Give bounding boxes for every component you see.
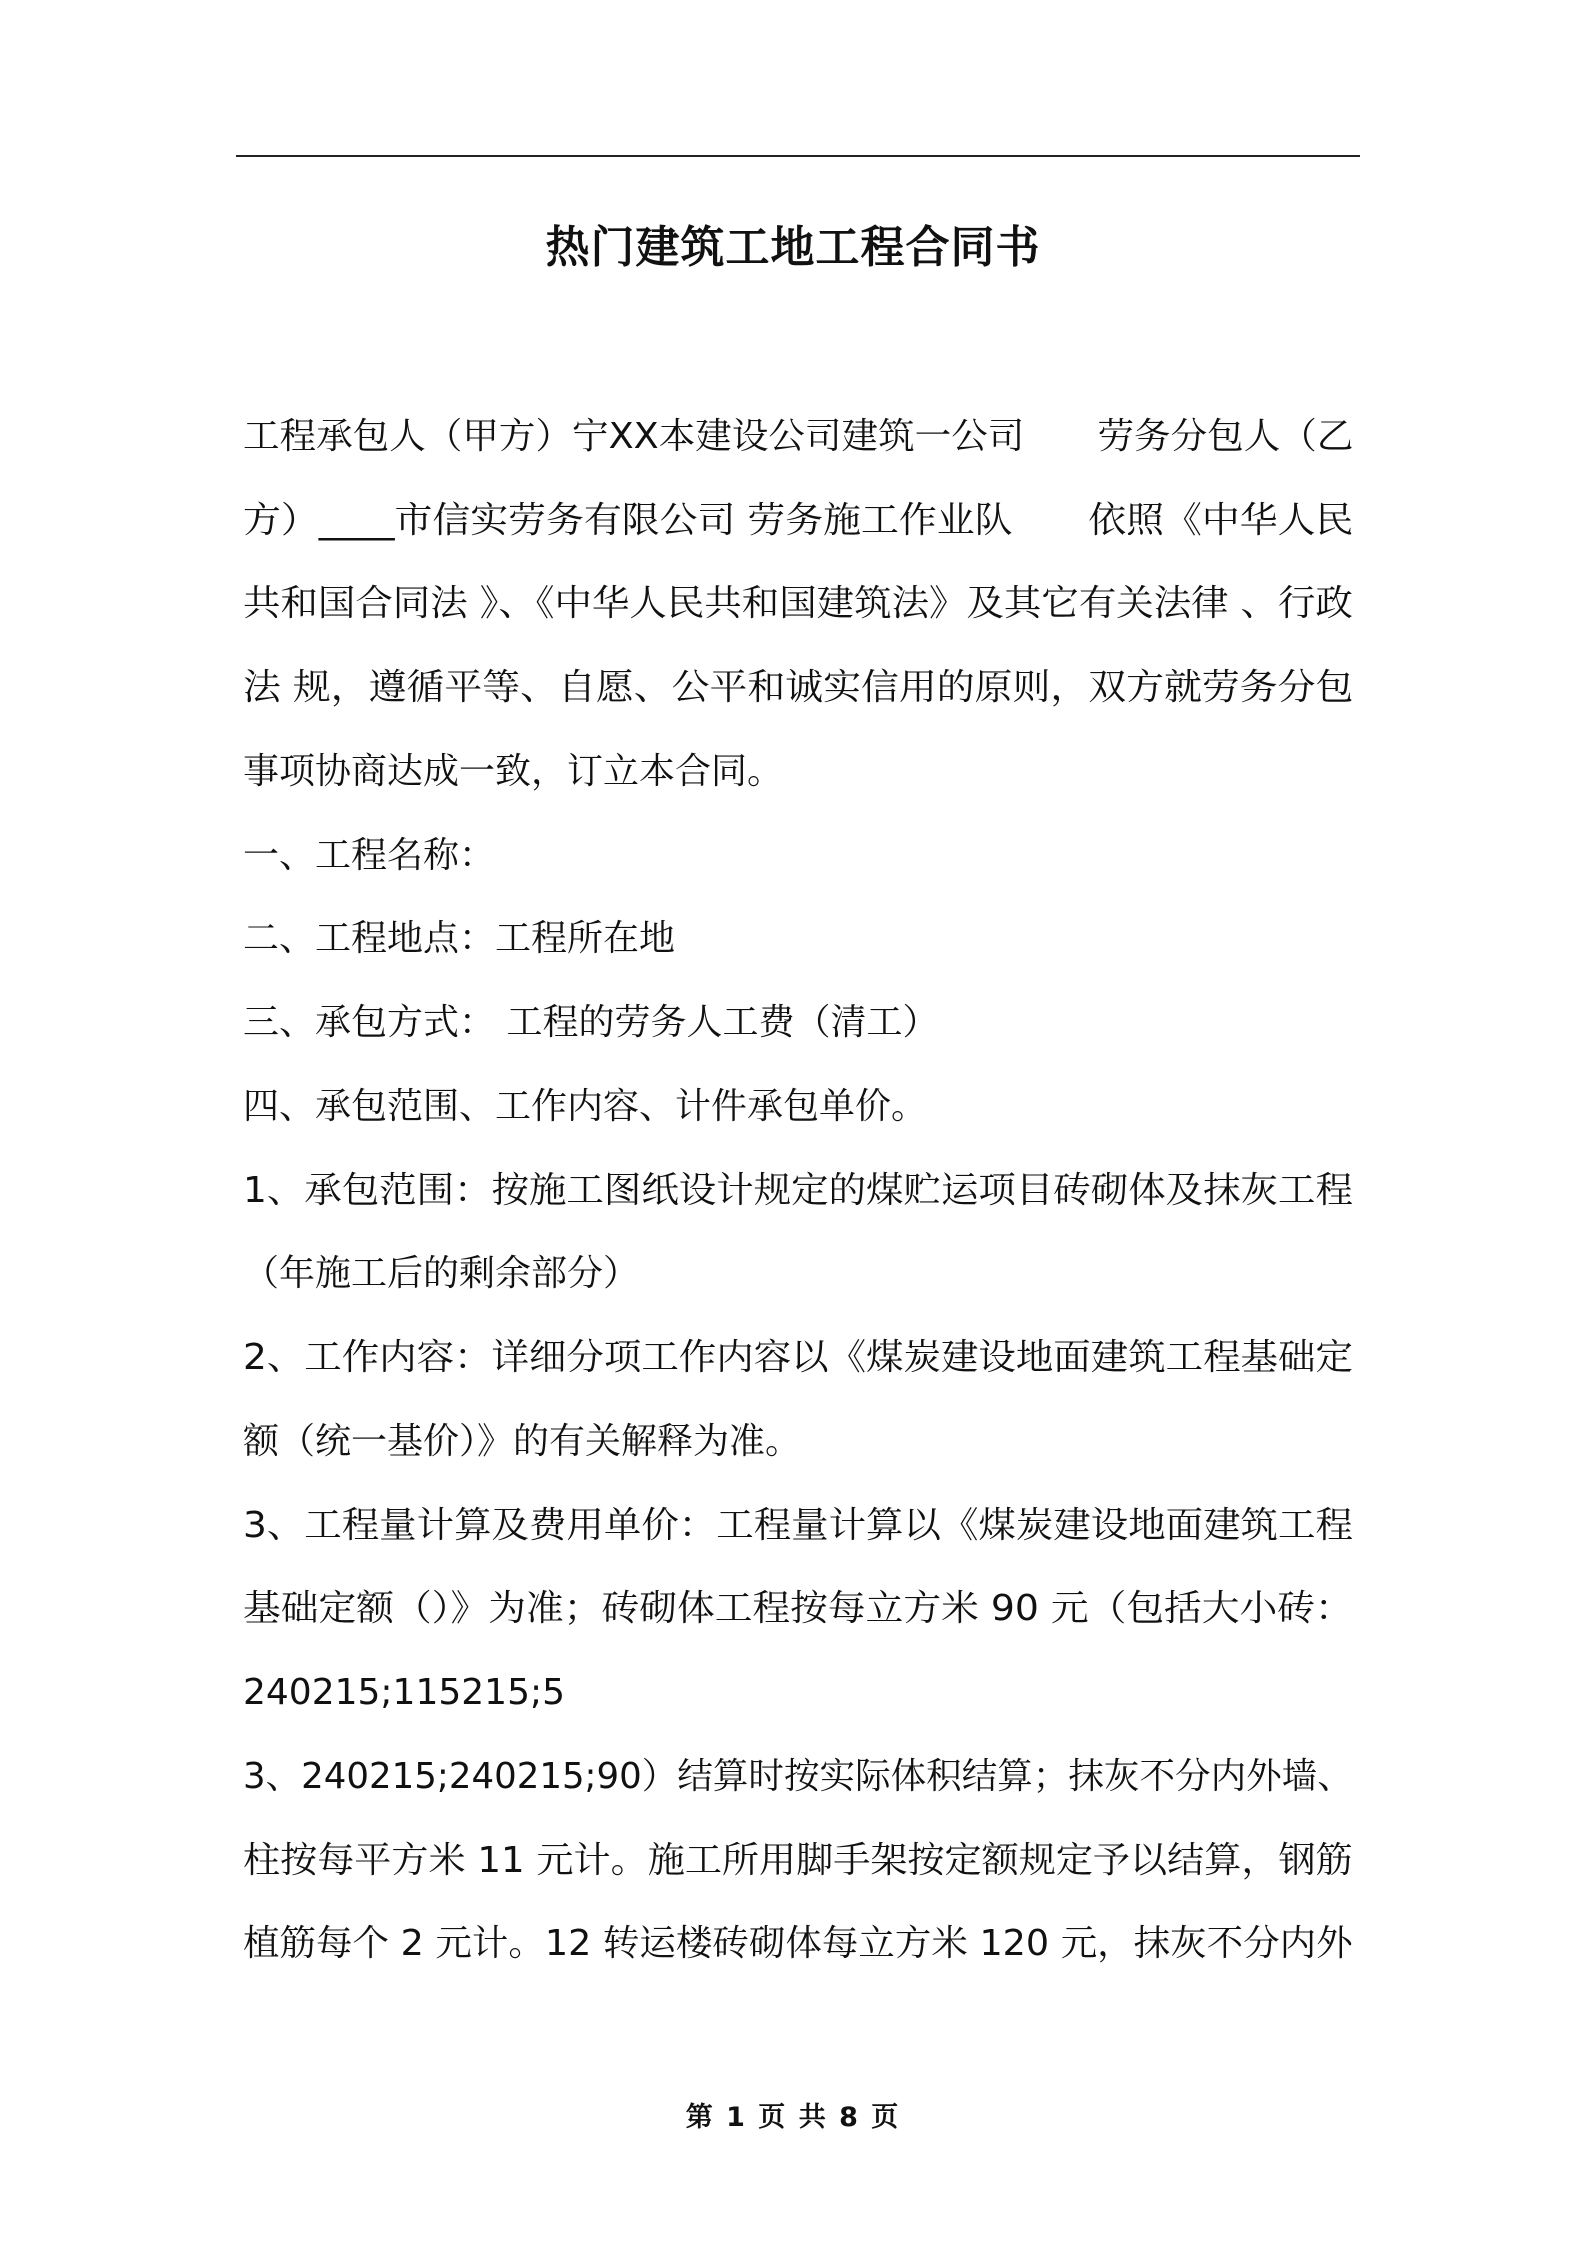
body-line: 2、工作内容：详细分项工作内容以《煤炭建设地面建筑工程基础定 [243, 1337, 1353, 1378]
body-line: 3、240215;240215;90）结算时按实际体积结算；抹灰不分内外墙、 [243, 1756, 1353, 1797]
body-line: 柱按每平方米 11 元计。施工所用脚手架按定额规定予以结算，钢筋 [243, 1840, 1353, 1881]
body-line: 工程承包人（甲方）宁XX本建设公司建筑一公司 劳务分包人（乙 [243, 416, 1354, 457]
body-line: 植筋每个 2 元计。12 转运楼砖砌体每立方米 120 元，抹灰不分内外 [243, 1923, 1353, 1964]
body-line: 方）____市信实劳务有限公司 劳务施工作业队 依照《中华人民 [243, 500, 1354, 541]
body-line: 事项协商达成一致，订立本合同。 [243, 751, 784, 792]
body-line: 240215;115215;5 [243, 1672, 566, 1713]
body-line: （年施工后的剩余部分） [243, 1253, 640, 1294]
body-line: 1、承包范围：按施工图纸设计规定的煤贮运项目砖砌体及抹灰工程 [243, 1170, 1353, 1211]
header-rule [236, 155, 1360, 157]
body-line: 额（统一基价）》的有关解释为准。 [243, 1421, 802, 1462]
page-number: 第 1 页 共 8 页 [685, 2102, 901, 2133]
section-heading: 三、承包方式： 工程的劳务人工费（清工） [243, 1002, 939, 1043]
body-line: 基础定额（）》为准；砖砌体工程按每立方米 90 元（包括大小砖： [243, 1588, 1353, 1629]
body-line: 3、工程量计算及费用单价：工程量计算以《煤炭建设地面建筑工程 [243, 1505, 1353, 1546]
body-line: 共和国合同法 》、《中华人民共和国建筑法》及其它有关法律 、行政 [243, 583, 1353, 624]
body-line: 法 规，遵循平等、自愿、公平和诚实信用的原则，双方就劳务分包 [243, 667, 1354, 708]
section-heading: 四、承包范围、工作内容、计件承包单价。 [243, 1086, 928, 1127]
section-heading: 二、工程地点：工程所在地 [243, 918, 676, 959]
document-title: 热门建筑工地工程合同书 [545, 222, 1041, 273]
section-heading: 一、工程名称： [243, 835, 496, 876]
